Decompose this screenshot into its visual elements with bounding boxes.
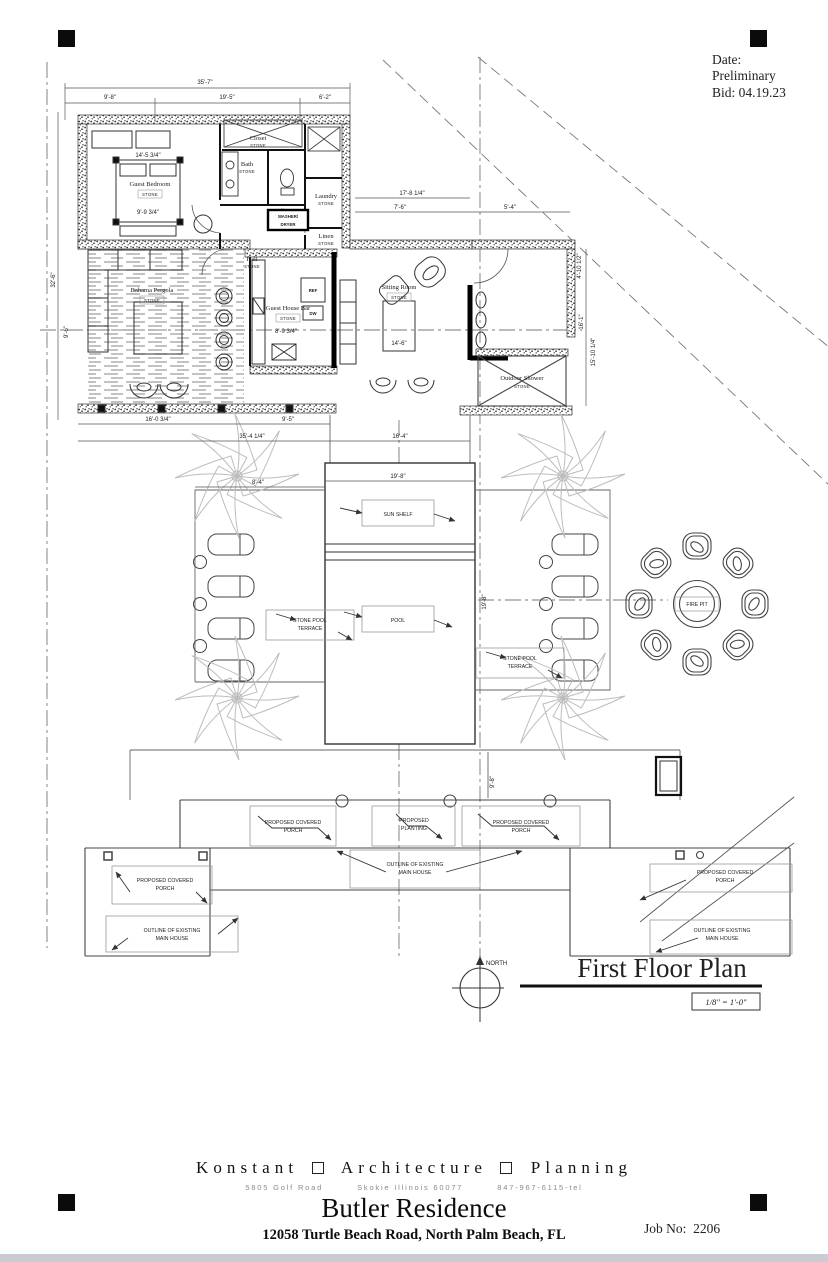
dim-pool-left: 8'-4": [252, 480, 264, 486]
dim-pool-south: 9'-8": [490, 776, 496, 788]
porch-label-right-1: PROPOSED COVERED: [696, 870, 754, 876]
porch-label-left-2: PORCH: [155, 886, 175, 892]
outline-label-center-2: MAIN HOUSE: [398, 870, 432, 876]
dim-right-v1: 4'-10 1/2": [577, 253, 583, 279]
firm-info: [0, 1183, 828, 1192]
finish-linen: STONE: [318, 241, 334, 246]
dim-bottom-b: 9'-5": [282, 417, 294, 423]
finish-pergola: STONE: [144, 298, 160, 303]
firm-city: Skokie Illinois 60077: [357, 1183, 464, 1192]
porch-label-right-2: PORCH: [715, 878, 735, 884]
porch-label-left-1: PROPOSED COVERED: [136, 878, 194, 884]
north-arrow: [452, 956, 507, 1022]
finish-guest-bedroom: STONE: [142, 192, 158, 197]
porch-label-c-left-2: PORCH: [283, 828, 303, 834]
job-number-label: Job No:: [644, 1221, 687, 1236]
dim-bar: 8'-9 3/4": [275, 329, 297, 335]
room-label-outdoor-shower: Outdoor Shower: [500, 375, 544, 382]
dishwasher-label: DW: [309, 311, 317, 316]
dim-overall-top: 35'-7": [197, 80, 213, 86]
porch-label-c-left-1: PROPOSED COVERED: [264, 820, 322, 826]
outline-label-center-1: OUTLINE OF EXISTING: [386, 862, 444, 868]
finish-hall: STONE: [244, 264, 260, 269]
dim-bottom-a: 16'-0 3/4": [145, 417, 171, 423]
square-bullet-icon: [500, 1162, 512, 1174]
finish-laundry: STONE: [318, 201, 334, 206]
sitting-room-furniture: [340, 252, 486, 393]
drawing-title-block: [520, 953, 762, 1010]
project-address: 12058 Turtle Beach Road, North Palm Beach, FL: [262, 1227, 566, 1243]
bid-date: Bid: 04.19.23: [712, 84, 786, 100]
fire-pit-label: FIRE PIT: [686, 602, 708, 608]
planting-label-1: PROPOSED: [399, 818, 429, 824]
dim-bed-h: 9'-9 3/4": [137, 210, 159, 216]
dim-left-v1: 32'-6": [51, 272, 57, 288]
finish-bath: STONE: [239, 169, 255, 174]
lounge-chairs-right: [540, 534, 599, 681]
washer-dryer-unit: [268, 210, 308, 230]
outline-label-left-2: MAIN HOUSE: [155, 936, 189, 942]
job-number: [644, 1221, 720, 1237]
terrace-label-left-1: STONE POOL: [293, 618, 327, 624]
room-label-linen: Linen: [318, 233, 334, 240]
drawing-scale: 1/8" = 1'-0": [705, 997, 747, 1007]
firm-word-1: Konstant: [195, 1158, 299, 1177]
dim-top-c: 6'-2": [319, 95, 331, 101]
project-name: Butler Residence: [321, 1193, 507, 1223]
room-label-bath: Bath: [240, 161, 254, 168]
dim-sitting-table: 14'-6": [391, 341, 407, 347]
firm-word-2: Architecture: [340, 1158, 488, 1177]
dim-top-a: 9'-8": [104, 95, 116, 101]
finish-guest-house-bar: STONE: [280, 316, 296, 321]
north-label: NORTH: [486, 961, 508, 967]
terrace-label-left-2: TERRACE: [297, 626, 323, 632]
firm-word-3: Planning: [530, 1158, 633, 1177]
finish-outdoor-shower: STONE: [514, 384, 530, 389]
room-label-guest-house-bar: Guest House Bar: [265, 305, 311, 312]
finish-closet: STONE: [250, 143, 266, 148]
dim-pool-top: 19'-8": [390, 474, 406, 480]
pool: [325, 463, 475, 744]
dryer-label: DRYER: [280, 222, 296, 227]
dim-right-v2: 16'-1": [579, 314, 585, 330]
room-label-hall: Hall: [246, 256, 258, 263]
job-number-value: 2206: [693, 1221, 721, 1236]
dim-right-b: 5'-4": [504, 205, 516, 211]
room-label-pergola: Bahama Pergola: [130, 287, 174, 294]
firm-street: 5805 Golf Road: [245, 1183, 324, 1192]
dim-right-v3: 15'-10 1/4": [591, 337, 597, 367]
outline-label-right-1: OUTLINE OF EXISTING: [693, 928, 751, 934]
sun-shelf-label: SUN SHELF: [383, 512, 413, 518]
firm-phone: 847-967-6115-tel: [497, 1183, 583, 1192]
drawing-title: First Floor Plan: [577, 953, 747, 983]
pool-label: POOL: [390, 618, 406, 624]
washer-label: WASHER/: [277, 214, 299, 219]
date-value: Preliminary: [712, 68, 776, 84]
room-label-guest-bedroom: Guest Bedroom: [129, 181, 171, 188]
porch-label-c-right-1: PROPOSED COVERED: [492, 820, 550, 826]
porch-label-c-right-2: PORCH: [511, 828, 531, 834]
pergola-deck-pattern: [88, 249, 244, 404]
terrace-label-right-1: STONE POOL: [503, 656, 537, 662]
date-label: Date:: [712, 52, 742, 67]
room-label-sitting-room: Sitting Room: [381, 284, 417, 291]
firm-name: [0, 1158, 828, 1178]
room-label-laundry: Laundry: [314, 193, 338, 200]
closet-shelving: [224, 120, 340, 151]
dim-bottom-c: 35'-4 1/4": [239, 434, 265, 440]
square-bullet-icon: [312, 1162, 324, 1174]
outline-label-left-1: OUTLINE OF EXISTING: [143, 928, 201, 934]
bath-fixtures: [222, 152, 294, 196]
fire-pit: [626, 533, 768, 675]
dim-pool-right: 19'-8": [482, 594, 488, 610]
dim-top-b: 19'-5": [219, 95, 235, 101]
bottom-edge-strip: [0, 1254, 828, 1262]
dim-bed-w: 14'-5 3/4": [135, 153, 161, 159]
finish-sitting-room: STONE: [391, 295, 407, 300]
outline-label-right-2: MAIN HOUSE: [705, 936, 739, 942]
room-label-closet: Closet: [249, 135, 267, 142]
dim-right-a: 7'-6": [394, 205, 406, 211]
planting-label-2: PLANTING: [401, 826, 427, 832]
dim-bottom-d: 16'-4": [392, 434, 408, 440]
refrigerator-label: REF: [308, 288, 318, 293]
terrace-label-right-2: TERRACE: [507, 664, 533, 670]
equipment-pad: [656, 757, 681, 795]
dim-right-top: 17'-8 1/4": [399, 191, 425, 197]
dim-left-v2: 9'-6": [64, 326, 70, 338]
